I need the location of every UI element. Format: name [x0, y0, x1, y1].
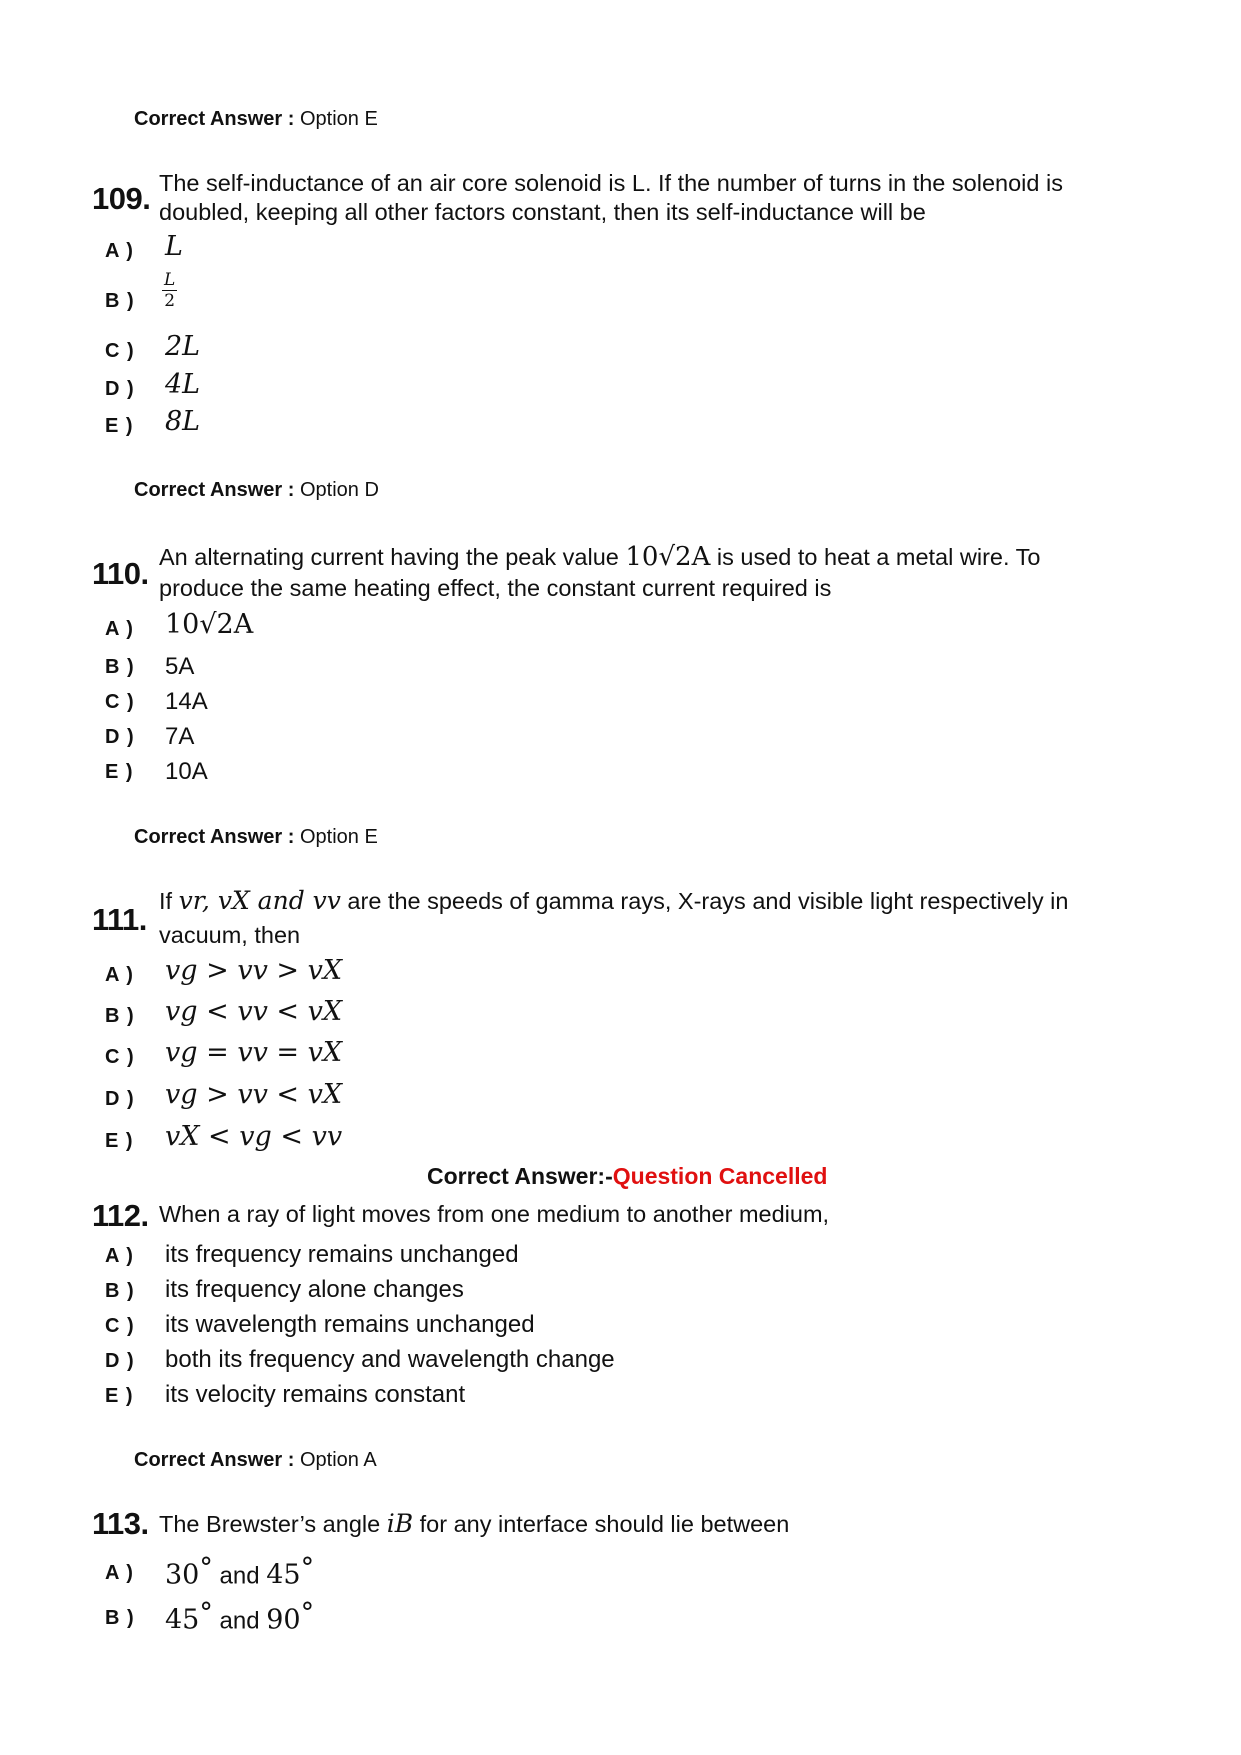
option-text-109-d: 4L [165, 369, 201, 400]
angle-value: 45 [266, 1559, 301, 1591]
option-text-113-b [165, 1598, 314, 1635]
question-text-part: An alternating current having the peak value [159, 544, 626, 570]
option-label-112-c: C ) [105, 1315, 135, 1337]
option-text-111-d: vg > vv < vX [165, 1079, 343, 1110]
correct-answer-108 [134, 108, 378, 131]
question-number-110: 110. [92, 556, 149, 591]
question-text-109-line2: doubled, keeping all other factors constant, then its self-inductance will be [159, 199, 926, 225]
question-text-109-line1: The self-inductance of an air core solenoid is L. If the number of turns in the solenoid is [159, 170, 1063, 196]
option-label-112-b: B ) [105, 1280, 135, 1302]
option-text-112-d: both its frequency and wavelength change [165, 1346, 615, 1373]
peak-value-math: 10√2A [625, 542, 711, 572]
question-text-113 [159, 1509, 789, 1539]
degree-symbol: ° [300, 1553, 315, 1584]
correct-answer-label: Correct Answer:- [427, 1163, 613, 1189]
correct-answer-value: Option E [294, 108, 378, 130]
option-label-112-e: E ) [105, 1385, 134, 1407]
question-number-111: 111. [92, 902, 147, 937]
question-number-112: 112. [92, 1198, 149, 1233]
correct-answer-111 [427, 1163, 827, 1190]
correct-answer-label: Correct Answer : [134, 479, 295, 501]
option-text-110-b: 5A [165, 653, 195, 680]
correct-answer-112 [134, 1449, 377, 1472]
option-label-111-e: E ) [105, 1130, 134, 1152]
option-text-112-e: its velocity remains constant [165, 1381, 466, 1408]
degree-symbol: ° [300, 1598, 315, 1629]
question-text-part: If [159, 888, 179, 914]
question-cancelled-status: Question Cancelled [612, 1163, 828, 1189]
option-label-110-b: B ) [105, 656, 135, 678]
correct-answer-109 [134, 479, 379, 502]
fraction-numerator: L [164, 270, 176, 290]
option-text-111-c: vg = vv = vX [165, 1037, 343, 1068]
option-text-110-a: 10√2A [165, 609, 254, 640]
option-text-110-d: 7A [165, 723, 195, 750]
option-label-113-b: B ) [105, 1607, 135, 1629]
option-text-109-c: 2L [165, 331, 201, 362]
angle-value: 90 [266, 1604, 301, 1636]
correct-answer-value: Option A [294, 1449, 377, 1471]
option-label-112-a: A ) [105, 1245, 134, 1267]
question-text-part: The Brewster’s angle [159, 1511, 387, 1537]
correct-answer-label: Correct Answer : [134, 108, 295, 130]
question-text-111-line1 [159, 886, 1068, 916]
correct-answer-value: Option D [294, 479, 379, 501]
question-text-112: When a ray of light moves from one medium to another medium, [159, 1201, 830, 1227]
option-label-110-e: E ) [105, 761, 134, 783]
option-label-113-a: A ) [105, 1562, 134, 1584]
correct-answer-110 [134, 826, 378, 849]
option-text-111-a: vg > vv > vX [165, 955, 343, 986]
question-text-part: for any interface should lie between [413, 1511, 790, 1537]
question-text-part: is used to heat a metal wire. To [710, 544, 1041, 570]
question-number-109: 109. [92, 181, 151, 216]
option-label-111-c: C ) [105, 1046, 135, 1068]
option-label-110-d: D ) [105, 726, 135, 748]
option-label-109-a: A ) [105, 240, 134, 262]
correct-answer-label: Correct Answer : [134, 1449, 295, 1471]
option-fraction-109-b [162, 270, 177, 311]
option-connector: and [212, 1607, 267, 1635]
option-label-111-a: A ) [105, 964, 134, 986]
option-label-112-d: D ) [105, 1350, 135, 1372]
option-text-109-e: 8L [165, 406, 201, 437]
question-text-110-line1 [159, 543, 1040, 572]
option-text-111-e: vX < vg < vv [165, 1121, 343, 1152]
correct-answer-label: Correct Answer : [134, 826, 295, 848]
option-text-112-b: its frequency alone changes [165, 1276, 464, 1303]
option-label-110-c: C ) [105, 691, 135, 713]
option-label-111-b: B ) [105, 1005, 135, 1027]
brewster-angle-symbol: iB [386, 1509, 414, 1538]
option-text-110-c: 14A [165, 688, 208, 715]
angle-value: 30 [165, 1559, 200, 1591]
option-label-109-d: D ) [105, 378, 135, 400]
option-label-109-b: B ) [105, 290, 135, 312]
fraction-denominator: 2 [164, 291, 176, 311]
option-text-110-e: 10A [165, 758, 208, 785]
option-label-109-c: C ) [105, 340, 135, 362]
question-text-part: are the speeds of gamma rays, X-rays and visible light respectively in [340, 888, 1069, 914]
angle-value: 45 [165, 1604, 200, 1636]
option-label-109-e: E ) [105, 415, 134, 437]
speed-symbols-math: vr, vX and vv [178, 886, 341, 915]
degree-symbol: ° [199, 1553, 213, 1584]
option-label-110-a: A ) [105, 618, 134, 640]
option-label-111-d: D ) [105, 1088, 135, 1110]
question-text-111-line2: vacuum, then [159, 922, 301, 948]
question-number-113: 113. [92, 1506, 149, 1541]
option-text-112-a: its frequency remains unchanged [165, 1241, 519, 1268]
correct-answer-value: Option E [294, 826, 378, 848]
option-text-112-c: its wavelength remains unchanged [165, 1311, 535, 1338]
degree-symbol: ° [199, 1598, 213, 1629]
question-text-110-line2: produce the same heating effect, the constant current required is [159, 575, 832, 601]
option-text-109-a: L [165, 231, 183, 262]
option-text-113-a [165, 1553, 314, 1590]
option-connector: and [212, 1562, 267, 1590]
option-text-111-b: vg < vv < vX [165, 996, 343, 1027]
